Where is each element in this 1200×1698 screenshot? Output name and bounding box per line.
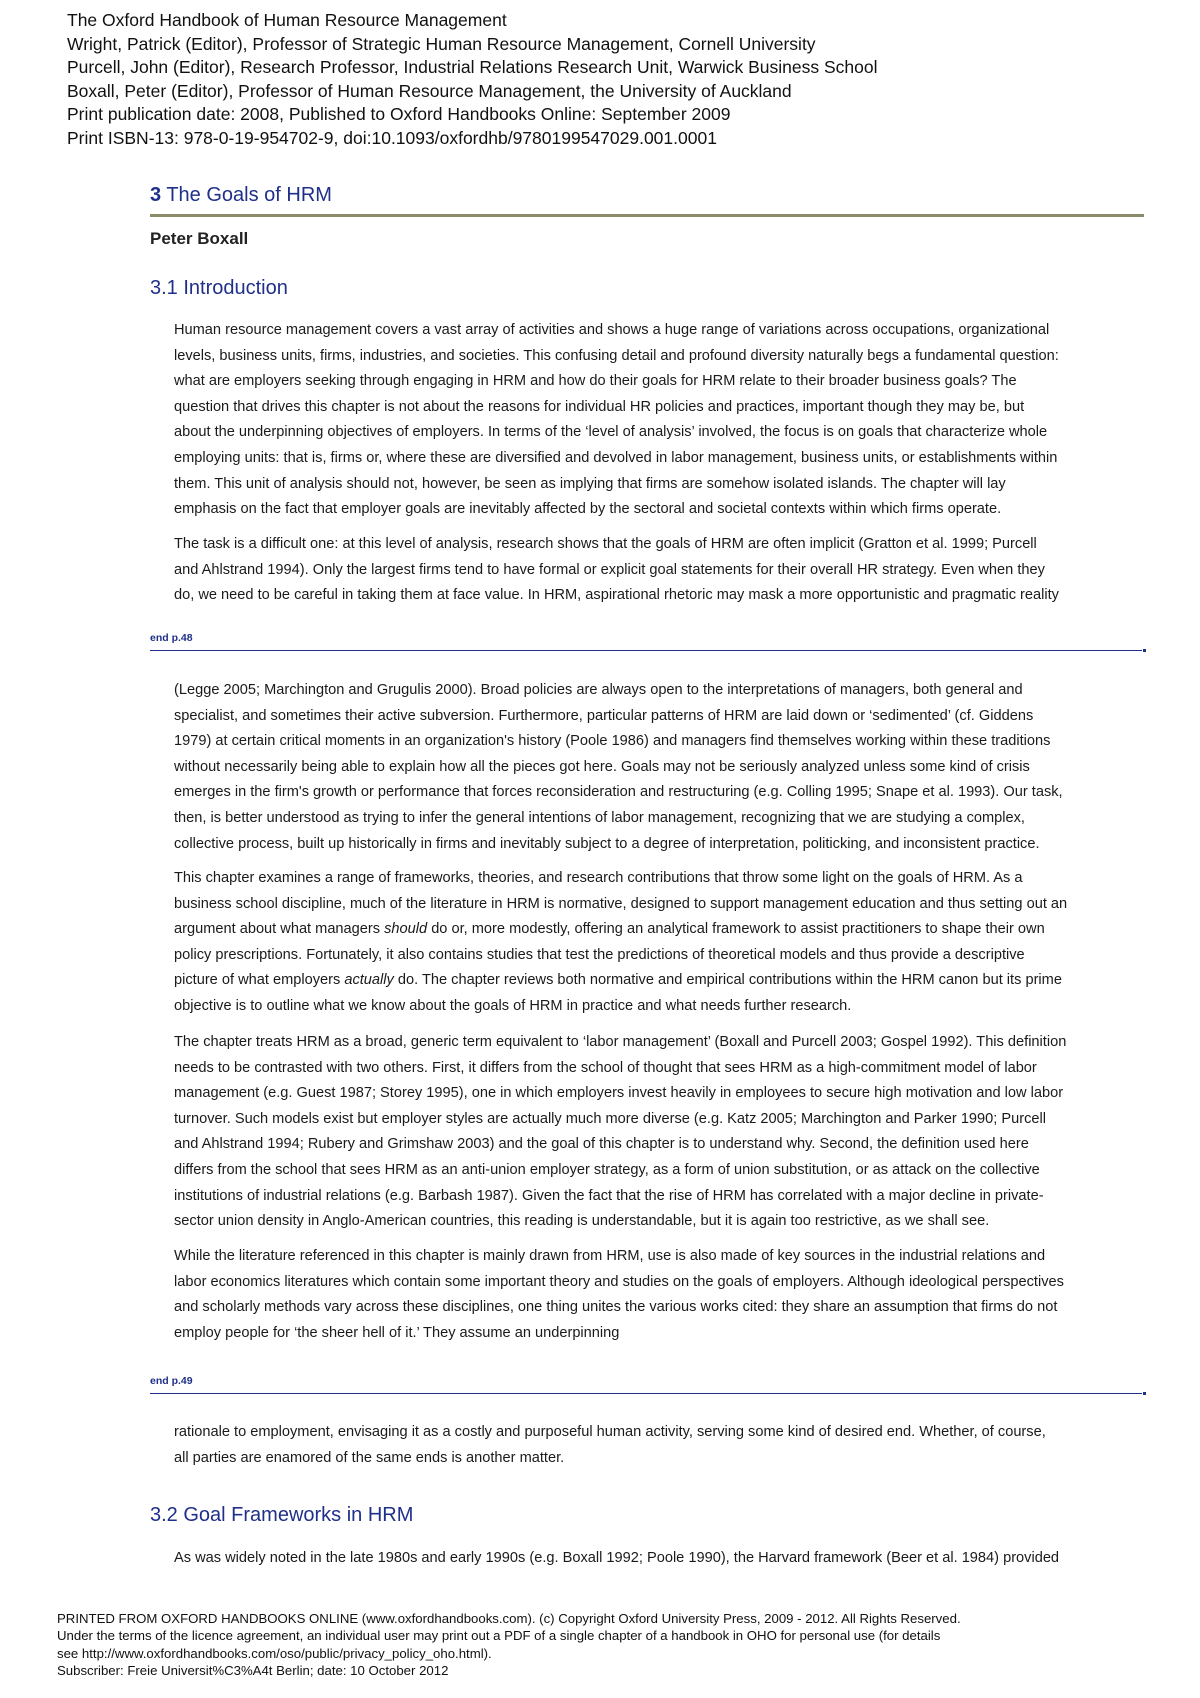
text-line: then, is better understood as trying to infer the general intentions of labor management, recognizing that we are studying a complex,	[174, 809, 1025, 826]
text-line: labor economics literatures which contain some important theory and studies on the goals of employers. Although ideological perspectives	[174, 1273, 1064, 1290]
text-line: This chapter examines a range of frameworks, theories, and research contributions that throw some light on the goals of HRM. As a	[174, 870, 1023, 886]
text-line: As was widely noted in the late 1980s and early 1990s (e.g. Boxall 1992; Poole 1990), the Harvard framework (Beer et al. 1984) provided	[174, 1550, 1060, 1566]
footer-line: Under the terms of the licence agreement, an individual user may print out a PDF of a single chapter of a handbook in OHO for personal use (for details	[57, 1628, 941, 1644]
text-line: collective process, built up historically in firms and inevitably subject to a degree of interpretation, politicking, and inconsistent practice.	[174, 835, 1040, 852]
text-line: specialist, and sometimes their active subversion. Furthermore, particular patterns of HRM are laid down or ‘sedimented’ (cf. Giddens	[174, 707, 1034, 724]
text-run: do or, more modestly, offering an analytical framework to assist practitioners to shape their own	[427, 921, 1045, 938]
text-line: objective is to outline what we know about the goals of HRM in practice and what needs further research.	[174, 997, 852, 1014]
page-break-rule	[150, 650, 1142, 651]
editor-line: Purcell, John (Editor), Research Professor, Industrial Relations Research Unit, Warwick Business School	[67, 57, 878, 78]
chapter-author: Peter Boxall	[150, 229, 249, 248]
text-line: The task is a difficult one: at this level of analysis, research shows that the goals of HRM are often implicit (Gratton et al. 1999; Purcell	[174, 536, 1037, 552]
text-line: institutions of industrial relations (e.g. Barbash 1987). Given the fact that the rise of HRM has correlated with a major decline in private-	[174, 1187, 1044, 1204]
paragraph	[174, 532, 1124, 609]
page-end-marker: end p.49	[150, 1375, 193, 1387]
text-line: The chapter treats HRM as a broad, generic term equivalent to ‘labor management’ (Boxall and Purcell 2003; Gospel 1992). This definition	[174, 1034, 1067, 1050]
text-line: rationale to employment, envisaging it as a costly and purposeful human activity, serving some kind of desired end. Whether, of course,	[174, 1424, 1046, 1440]
text-line: without necessarily being able to explain how all the pieces got here. Goals may not be seriously analyzed unless some kind of crisis	[174, 758, 1030, 775]
text-line: turnover. Such models exist but employer styles are actually much more diverse (e.g. Katz 2005; Marchington and Parker 1990; Purcell	[174, 1110, 1046, 1127]
text-run: picture of what employers	[174, 972, 345, 989]
text-line: about the underpinning objectives of employers. In terms of the ‘level of analysis’ involved, the focus is on goals that characterize whole	[174, 424, 1048, 441]
paragraph	[174, 318, 1124, 523]
text-line: do, we need to be careful in taking them at face value. In HRM, aspirational rhetoric may mask a more opportunistic and pragmatic reality	[174, 587, 1059, 604]
emphasis-actually: actually	[344, 972, 394, 989]
chapter-number: 3	[150, 184, 162, 206]
paragraph	[174, 678, 1124, 857]
text-line: employ people for ‘the sheer hell of it.’ They assume an underpinning	[174, 1324, 620, 1341]
text-run: argument about what managers	[174, 921, 385, 938]
editor-line: Boxall, Peter (Editor), Professor of Human Resource Management, the University of Auckland	[67, 80, 792, 101]
text-line: Human resource management covers a vast array of activities and shows a huge range of variations across occupations, organizational	[174, 322, 1050, 338]
section-heading-goal-frameworks: 3.2 Goal Frameworks in HRM	[150, 1504, 414, 1526]
print-footer	[57, 1610, 961, 1680]
page-end-marker: end p.48	[150, 632, 193, 644]
text-line: differs from the school that sees HRM as an anti-union employer strategy, as a form of union substitution, or as attack on the collective	[174, 1161, 1040, 1178]
text-line: While the literature referenced in this chapter is mainly drawn from HRM, use is also made of key sources in the industrial relations and	[174, 1248, 1046, 1264]
emphasis-should: should	[384, 921, 428, 938]
paragraph	[174, 1420, 1124, 1471]
text-line: them. This unit of analysis should not, however, be seen as implying that firms are somehow isolated islands. The chapter will lay	[174, 475, 1006, 492]
text-line: and Ahlstrand 1994). Only the largest firms tend to have formal or explicit goal statements for their overall HR strategy. Even when they	[174, 561, 1045, 578]
chapter-title	[150, 184, 332, 207]
text-line: what are employers seeking through engaging in HRM and how do their goals for HRM relate to their broader business goals? The	[174, 373, 1017, 390]
text-line: (Legge 2005; Marchington and Grugulis 2000). Broad policies are always open to the interpretations of managers, both general and	[174, 682, 1023, 698]
text-line: all parties are enamored of the same ends is another matter.	[174, 1449, 565, 1466]
text-line: emphasis on the fact that employer goals are inevitably affected by the sectoral and societal contexts within which firms operate.	[174, 501, 1002, 518]
book-title: The Oxford Handbook of Human Resource Management	[67, 10, 507, 30]
page-break-rule	[150, 1393, 1142, 1394]
text-line: sector union density in Anglo-American countries, this reading is understandable, but it is again too restrictive, as we shall see.	[174, 1213, 990, 1230]
text-line: management (e.g. Guest 1987; Storey 1995), one in which employers invest heavily in employees to secure high motivation and low labor	[174, 1085, 1064, 1102]
footer-line: see http://www.oxfordhandbooks.com/oso/public/privacy_policy_oho.html).	[57, 1645, 492, 1661]
title-rule	[150, 214, 1144, 217]
section-heading-introduction: 3.1 Introduction	[150, 277, 288, 299]
text-line: emerges in the firm's growth or performance that forces reconsideration and restructuring (e.g. Colling 1995; Snape et al. 1993). Our task,	[174, 784, 1063, 801]
text-line: policy prescriptions. Fortunately, it also contains studies that test the predictions of theoretical models and thus provide a descriptive	[174, 946, 1025, 963]
paragraph	[174, 1546, 1124, 1572]
footer-line: PRINTED FROM OXFORD HANDBOOKS ONLINE (www.oxfordhandbooks.com). (c) Copyright Oxford University Press, 2009 - 2012. All Rights Reserved.	[57, 1611, 961, 1626]
publication-date: Print publication date: 2008, Published to Oxford Handbooks Online: September 2009	[67, 104, 731, 125]
text-line: and Ahlstrand 1994; Rubery and Grimshaw 2003) and the goal of this chapter is to understand why. Second, the definition used here	[174, 1136, 1029, 1153]
editor-line: Wright, Patrick (Editor), Professor of Strategic Human Resource Management, Cornell University	[67, 33, 816, 54]
chapter-title-text: The Goals of HRM	[166, 184, 332, 206]
paragraph	[174, 1030, 1124, 1235]
text-line	[174, 968, 1124, 994]
text-line: employing units: that is, firms or, where these are diversified and devolved in labor management, business units, or establishments within	[174, 449, 1058, 466]
text-line: needs to be contrasted with two others. First, it differs from the school of thought that sees HRM as a high-commitment model of labor	[174, 1059, 1037, 1076]
text-line: business school discipline, much of the literature in HRM is normative, designed to support management education and thus setting out an	[174, 895, 1068, 912]
text-run: do. The chapter reviews both normative and empirical contributions within the HRM canon but its prime	[393, 972, 1062, 989]
text-line: and scholarly methods vary across these disciplines, one thing unites the various works cited: they share an assumption that firms do not	[174, 1299, 1058, 1316]
text-line: levels, business units, firms, industries, and societies. This confusing detail and profound diversity naturally begs a fundamental question:	[174, 347, 1059, 364]
isbn-doi: Print ISBN-13: 978-0-19-954702-9, doi:10.1093/oxfordhb/9780199547029.001.0001	[67, 127, 717, 148]
paragraph	[174, 1244, 1124, 1346]
text-line: 1979) at certain critical moments in an organization's history (Poole 1986) and managers find themselves working within these traditions	[174, 733, 1051, 750]
text-line: question that drives this chapter is not about the reasons for individual HR policies and practices, important though they may be, but	[174, 398, 1025, 415]
paragraph	[174, 866, 1124, 1020]
text-line	[174, 917, 1124, 943]
document-header	[67, 9, 878, 151]
footer-line: Subscriber: Freie Universit%C3%A4t Berlin; date: 10 October 2012	[57, 1663, 449, 1679]
